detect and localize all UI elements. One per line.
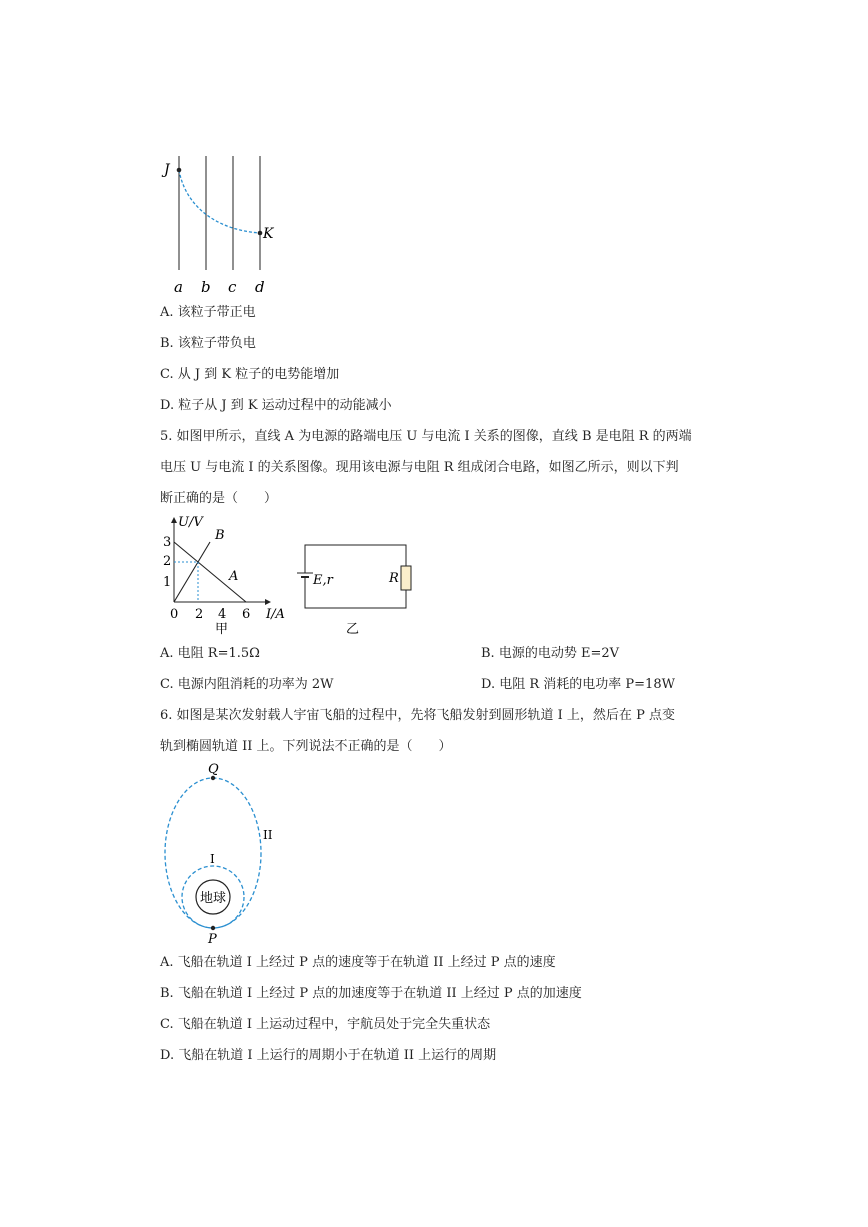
line-c-label: c: [228, 278, 237, 296]
particle-trajectory: [179, 170, 260, 233]
line-d-label: d: [255, 278, 265, 296]
orbit-i-label: I: [210, 852, 215, 866]
orbit-figure: [150, 760, 280, 950]
q5-option-a: A. 电阻 R=1.5Ω: [160, 646, 260, 661]
source-label: E,r: [313, 573, 333, 588]
q6-option-c: C. 飞船在轨道 I 上运动过程中，宇航员处于完全失重状态: [160, 1017, 491, 1032]
q4-option-a: A. 该粒子带正电: [160, 305, 256, 320]
point-k-label: K: [263, 226, 274, 242]
x-tick-2: 2: [195, 607, 204, 622]
q6-stem-line-2: 轨到椭圆轨道 II 上。下列说法不正确的是（ ）: [160, 739, 452, 754]
x-tick-6: 6: [242, 607, 251, 622]
circuit-diagram: [290, 540, 420, 640]
q5-stem-line-3: 断正确的是（ ）: [160, 491, 278, 506]
point-j-label: J: [164, 162, 170, 178]
series-line-b: [174, 542, 210, 602]
x-tick-4: 4: [218, 607, 227, 622]
resistor: [401, 566, 411, 590]
y-tick-1: 1: [163, 575, 172, 590]
earth-label: 地球: [200, 891, 227, 906]
graph-caption: 甲: [215, 622, 229, 637]
q6-stem-line-1: 6. 如图是某次发射载人宇宙飞船的过程中，先将飞船发射到圆形轨道 I 上，然后在 P 点变: [160, 708, 675, 723]
q5-stem-line-2: 电压 U 与电流 I 的关系图像。现用该电源与电阻 R 组成闭合电路，如图乙所示，则以下判: [160, 460, 679, 475]
x-tick-0: 0: [170, 607, 179, 622]
q4-option-b: B. 该粒子带负电: [160, 336, 256, 351]
resistor-label: R: [389, 571, 399, 586]
u-i-graph: [158, 512, 293, 637]
q6-option-d: D. 飞船在轨道 I 上运行的周期小于在轨道 II 上运行的周期: [160, 1048, 497, 1063]
point-p-label: P: [208, 932, 217, 947]
y-tick-2: 2: [163, 554, 172, 569]
y-tick-3: 3: [163, 535, 172, 550]
q6-option-b: B. 飞船在轨道 I 上经过 P 点的加速度等于在轨道 II 上经过 P 点的加速度: [160, 986, 582, 1001]
point-k-dot: [258, 231, 263, 236]
q6-option-a: A. 飞船在轨道 I 上经过 P 点的速度等于在轨道 II 上经过 P 点的速度: [160, 955, 556, 970]
line-b-label: B: [215, 528, 225, 543]
q5-option-d: D. 电阻 R 消耗的电功率 P=18W: [481, 677, 675, 692]
circuit-caption: 乙: [346, 622, 360, 637]
q5-stem-line-1: 5. 如图甲所示，直线 A 为电源的路端电压 U 与电流 I 关系的图像，直线 B 是电阻 R 的两端: [160, 429, 692, 444]
q5-option-b: B. 电源的电动势 E=2V: [481, 646, 619, 661]
point-p-dot: [211, 926, 215, 930]
line-a-label: a: [174, 278, 183, 296]
q4-option-d: D. 粒子从 J 到 K 运动过程中的动能减小: [160, 398, 392, 413]
q5-option-c: C. 电源内阻消耗的功率为 2W: [160, 677, 334, 692]
y-axis-label: U/V: [178, 515, 203, 530]
orbit-ii-label: II: [263, 828, 273, 842]
line-b-label: b: [201, 278, 211, 296]
point-j-dot: [177, 168, 182, 173]
point-q-label: Q: [208, 762, 219, 777]
q4-option-c: C. 从 J 到 K 粒子的电势能增加: [160, 367, 340, 382]
equipotential-lines-figure: [155, 150, 285, 300]
line-a-label: A: [229, 569, 239, 584]
x-axis-label: I/A: [266, 607, 285, 622]
